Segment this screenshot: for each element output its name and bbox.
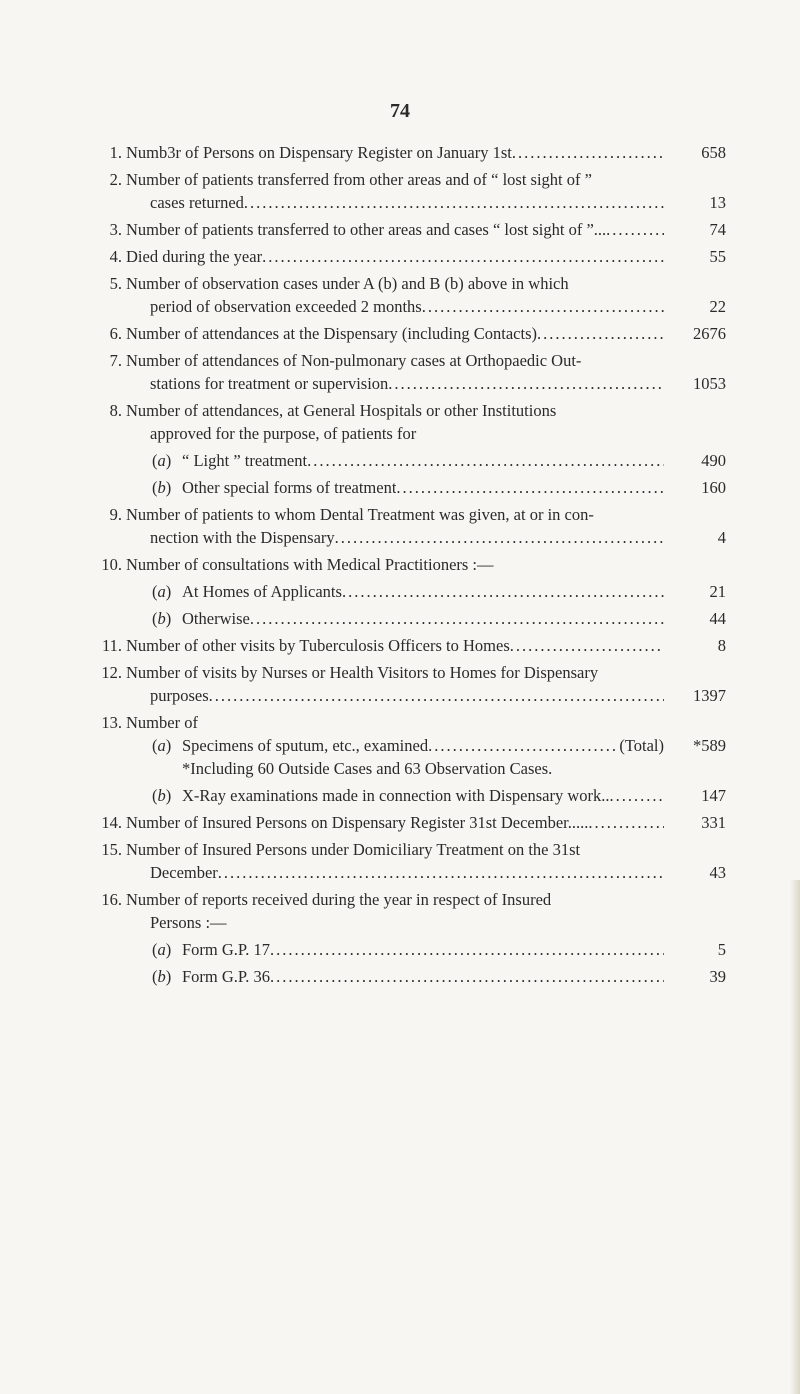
sub-item-text: At Homes of Applicants (182, 582, 342, 601)
sub-item-label: (b) (152, 786, 172, 805)
list-item (96, 272, 726, 318)
item-text: Number of attendances at the Dispensary (including Contacts) (126, 324, 538, 343)
item-text: Persons :— (150, 913, 227, 932)
sub-item-suffix: (Total) (619, 736, 664, 755)
item-number: 7. (109, 351, 122, 370)
list-item (96, 811, 726, 834)
list-item (96, 888, 726, 988)
sub-item-text: X-Ray examinations made in connection with Dispensary work.. (182, 786, 610, 805)
sub-item-text: Form G.P. 36 (182, 967, 271, 986)
sub-item-label: (a) (152, 736, 172, 755)
item-text: Number of Insured Persons on Dispensary Register 31st December..... (126, 813, 589, 832)
list-item (96, 141, 726, 164)
item-value: 55 (709, 247, 726, 266)
item-value: 4 (717, 528, 726, 547)
item-text: Numb3r of Persons on Dispensary Register on January 1st (126, 143, 512, 162)
list-item (96, 168, 726, 214)
sub-item-text: Other special forms of treatment (182, 478, 397, 497)
sub-item (126, 476, 726, 499)
item-text: Number of observation cases under A (b) and B (b) above in which (126, 274, 569, 293)
statistics-list (96, 141, 726, 992)
item-number: 13. (101, 713, 122, 732)
item-value: 43 (709, 863, 726, 882)
sub-item-text: Specimens of sputum, etc., examined (182, 736, 429, 755)
sub-item-text: “ Light ” treatment (182, 451, 308, 470)
item-text: Number of consultations with Medical Practitioners :— (126, 555, 494, 574)
item-number: 16. (101, 890, 122, 909)
item-text: Number of patients transferred to other areas and cases “ lost sight of ”... (126, 220, 607, 239)
item-value: 490 (701, 451, 726, 470)
item-value: 74 (709, 220, 726, 239)
item-text: nection with the Dispensary (150, 528, 335, 547)
item-value: 160 (701, 478, 726, 497)
sub-item (126, 734, 726, 757)
item-text: Number of reports received during the year in respect of Insured (126, 890, 552, 909)
item-number: 3. (109, 220, 122, 239)
item-text: period of observation exceeded 2 months (150, 297, 422, 316)
sub-item (126, 580, 726, 603)
item-text: Number of attendances, at General Hospitals or other Institutions (126, 401, 557, 420)
page-number: 74 (390, 100, 410, 122)
item-text: approved for the purpose, of patients for (150, 424, 417, 443)
list-item (96, 661, 726, 707)
sub-item-label: (b) (152, 609, 172, 628)
item-number: 1. (109, 143, 122, 162)
item-text: Number of (126, 713, 198, 732)
footnote: *Including 60 Outside Cases and 63 Observation Cases. (182, 759, 553, 778)
list-item (96, 349, 726, 395)
item-number: 15. (101, 840, 122, 859)
sub-item-text: Otherwise (182, 609, 250, 628)
item-number: 5. (109, 274, 122, 293)
list-item (96, 553, 726, 630)
item-value: 1053 (693, 374, 726, 393)
item-number: 9. (109, 505, 122, 524)
item-text: December (150, 863, 218, 882)
page-edge-shading (790, 880, 800, 1394)
list-item (96, 245, 726, 268)
list-item (96, 322, 726, 345)
item-text: cases returned (150, 193, 244, 212)
item-value: 44 (709, 609, 726, 628)
item-text: Number of patients to whom Dental Treatment was given, at or in con- (126, 505, 594, 524)
item-value: 21 (709, 582, 726, 601)
sub-item (126, 965, 726, 988)
sub-item (126, 938, 726, 961)
sub-item (126, 449, 726, 472)
item-value: 2676 (693, 324, 726, 343)
sub-item-label: (a) (152, 451, 172, 470)
sub-item (126, 607, 726, 630)
item-value: 22 (709, 297, 726, 316)
item-number: 11. (101, 636, 122, 655)
item-text: stations for treatment or supervision (150, 374, 389, 393)
item-value: 331 (701, 813, 726, 832)
item-value: 5 (717, 940, 726, 959)
item-number: 12. (101, 663, 122, 682)
item-text: purposes (150, 686, 209, 705)
item-value: 1397 (693, 686, 726, 705)
item-text: Died during the year (126, 247, 263, 266)
item-number: 2. (109, 170, 122, 189)
list-item (96, 634, 726, 657)
item-value: 147 (701, 786, 726, 805)
sub-item-label: (b) (152, 967, 172, 986)
list-item (96, 503, 726, 549)
list-item (96, 711, 726, 807)
item-text: Number of patients transferred from other areas and of “ lost sight of ” (126, 170, 592, 189)
item-number: 6. (109, 324, 122, 343)
item-number: 14. (101, 813, 122, 832)
list-item (96, 399, 726, 499)
item-number: 10. (101, 555, 122, 574)
item-value: 8 (717, 636, 726, 655)
list-item (96, 838, 726, 884)
sub-item-text: Form G.P. 17 (182, 940, 271, 959)
sub-item-label: (b) (152, 478, 172, 497)
item-text: Number of other visits by Tuberculosis Officers to Homes (126, 636, 510, 655)
list-item (96, 218, 726, 241)
item-number: 4. (109, 247, 122, 266)
item-text: Number of visits by Nurses or Health Visitors to Homes for Dispensary (126, 663, 599, 682)
item-text: Number of attendances of Non-pulmonary cases at Orthopaedic Out- (126, 351, 582, 370)
item-value: *589 (693, 736, 726, 755)
item-number: 8. (109, 401, 122, 420)
item-value: 13 (709, 193, 726, 212)
item-text: Number of Insured Persons under Domiciliary Treatment on the 31st (126, 840, 581, 859)
sub-item-label: (a) (152, 940, 172, 959)
sub-item-label: (a) (152, 582, 172, 601)
item-value: 39 (709, 967, 726, 986)
sub-item (126, 784, 726, 807)
item-value: 658 (701, 143, 726, 162)
